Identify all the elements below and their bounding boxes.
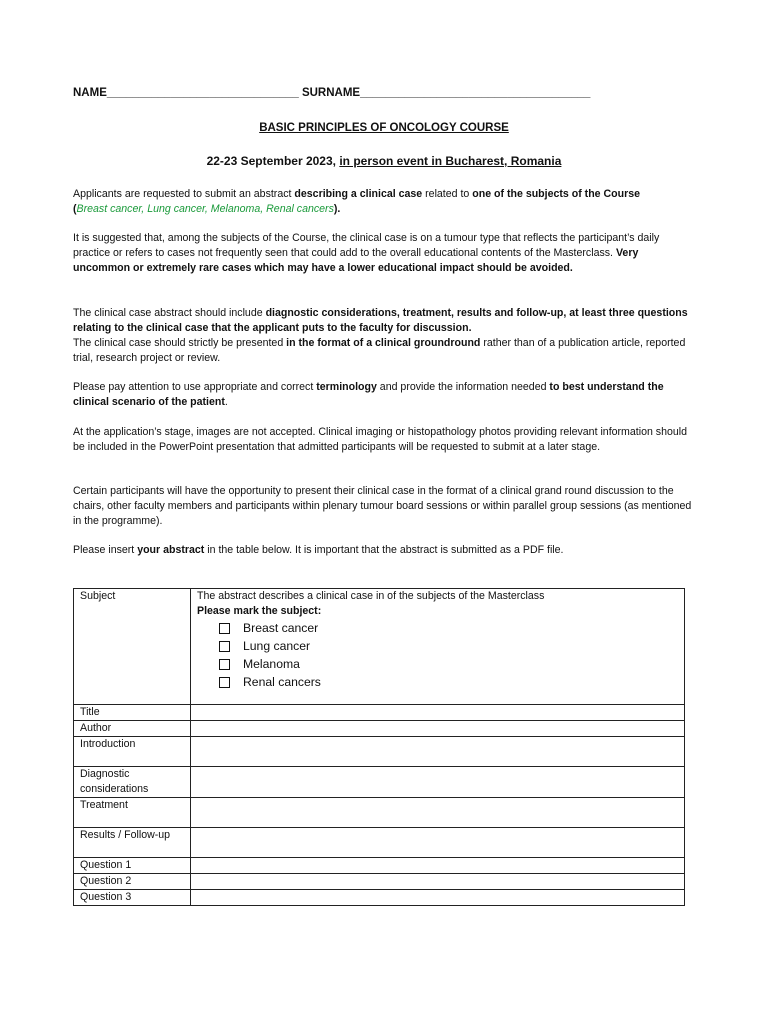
table-row: [74, 721, 685, 737]
row-label-results: Results / Follow-up: [74, 828, 191, 858]
row-label-treatment: Treatment: [74, 798, 191, 828]
surname-label: SURNAME: [301, 87, 361, 99]
p7-text-2: in the table below. It is important that the abstract is submitted as a PDF file.: [204, 544, 564, 556]
table-row: [74, 828, 685, 858]
paragraph-3: [73, 306, 698, 366]
checkbox-lung-cancer[interactable]: [219, 641, 230, 652]
p4-text-1: Please pay attention to use appropriate and correct: [73, 381, 317, 393]
p1-close-paren: ).: [333, 203, 341, 215]
option-label-breast-cancer: Breast cancer: [243, 620, 319, 635]
row-input-results[interactable]: [191, 828, 685, 858]
row-input-treatment[interactable]: [191, 798, 685, 828]
row-label-question-1: Question 1: [74, 858, 191, 874]
p1-bold-1: describing a clinical case: [294, 188, 423, 200]
p1-text-1: Applicants are requested to submit an abstract: [73, 188, 295, 200]
option-melanoma[interactable]: [197, 655, 678, 673]
checkbox-melanoma[interactable]: [219, 659, 230, 670]
course-title: [0, 121, 768, 136]
event-location: in person event in Bucharest, Romania: [339, 154, 562, 168]
row-input-author[interactable]: [191, 721, 685, 737]
p3-text-2: The clinical case should strictly be presented: [73, 337, 287, 349]
row-label-question-2: Question 2: [74, 874, 191, 890]
row-label-diagnostic: Diagnostic considerations: [74, 767, 191, 798]
row-label-title: Title: [74, 705, 191, 721]
paragraph-7: [73, 543, 698, 558]
p2-text: It is suggested that, among the subjects of the Course, the clinical case is on a tumour type that reflects the participant’s daily practice or refers to cases not frequently seen that could add to the overall educational contents of the Masterclass.: [73, 232, 660, 259]
abstract-table: [73, 588, 685, 906]
checkbox-renal-cancers[interactable]: [219, 677, 230, 688]
row-input-question-3[interactable]: [191, 890, 685, 906]
row-input-introduction[interactable]: [191, 737, 685, 767]
subject-label: Subject: [74, 589, 191, 705]
event-dates: 22-23 September 2023,: [206, 154, 336, 168]
row-input-title[interactable]: [191, 705, 685, 721]
name-label: NAME: [73, 87, 107, 99]
p1-bold-2: one of the subjects of the Course: [472, 188, 641, 200]
table-row: [74, 705, 685, 721]
option-label-lung-cancer: Lung cancer: [243, 638, 311, 653]
paragraph-5: [73, 425, 698, 455]
course-title-text: BASIC PRINCIPLES OF ONCOLOGY COURSE: [259, 122, 509, 134]
p5-text: At the application’s stage, images are not accepted. Clinical imaging or histopathology photos providing relevant information should be included in the PowerPoint presentation that admitted participants will be requested to submit at a later stage.: [73, 426, 688, 453]
surname-blank[interactable]: ____________________________________: [360, 87, 591, 99]
p4-text-2: and provide the information needed: [376, 381, 550, 393]
p1-subjects: Breast cancer, Lung cancer, Melanoma, Renal cancers: [76, 203, 334, 215]
p6-text: Certain participants will have the opportunity to present their clinical case in the format of a clinical grand round discussion to the chairs, other faculty members and participants within plenary tumour board sessions or within parallel group sessions (as mentioned in the programme).: [73, 485, 692, 527]
table-row: [74, 874, 685, 890]
row-label-question-3: Question 3: [74, 890, 191, 906]
table-row-subject: [74, 589, 685, 705]
p3-text-3: rather than of a publication article, reported trial, research project or review.: [73, 337, 686, 364]
paragraph-4: [73, 380, 698, 410]
table-row: [74, 858, 685, 874]
name-blank[interactable]: ______________________________: [106, 87, 299, 99]
table-row: [74, 798, 685, 828]
paragraph-2: [73, 231, 698, 276]
event-line: [0, 154, 768, 169]
option-renal-cancers[interactable]: [197, 673, 678, 691]
p3-text-1: The clinical case abstract should include: [73, 307, 266, 319]
option-label-melanoma: Melanoma: [243, 656, 300, 671]
row-input-question-2[interactable]: [191, 874, 685, 890]
mark-subject-label: Please mark the subject:: [197, 605, 322, 617]
p4-bold-2: to best understand the clinical scenario of the patient: [73, 381, 664, 408]
p4-bold-1: terminology: [316, 381, 377, 393]
table-row: [74, 767, 685, 798]
subject-cell: [191, 589, 685, 705]
option-breast-cancer[interactable]: [197, 619, 678, 637]
row-label-author: Author: [74, 721, 191, 737]
row-input-question-1[interactable]: [191, 858, 685, 874]
subject-description: The abstract describes a clinical case in of the subjects of the Masterclass: [197, 590, 545, 602]
option-label-renal-cancers: Renal cancers: [243, 674, 321, 689]
name-surname-line: [73, 86, 693, 101]
p3-bold-1: diagnostic considerations, treatment, results and follow-up, at least three questions relating to the clinical case that the applicant puts to the faculty for discussion.: [73, 307, 688, 334]
table-row: [74, 890, 685, 906]
row-label-introduction: Introduction: [74, 737, 191, 767]
p7-bold: your abstract: [137, 544, 205, 556]
p1-text-2: related to: [422, 188, 473, 200]
p7-text-1: Please insert: [73, 544, 138, 556]
paragraph-6: [73, 484, 698, 529]
p1-open-paren: (: [73, 203, 77, 215]
p4-text-3: .: [224, 396, 228, 408]
table-row: [74, 737, 685, 767]
row-input-diagnostic[interactable]: [191, 767, 685, 798]
checkbox-breast-cancer[interactable]: [219, 623, 230, 634]
p3-bold-2: in the format of a clinical groundround: [286, 337, 481, 349]
p2-bold: Very uncommon or extremely rare cases which may have a lower educational impact should be avoided.: [73, 247, 639, 274]
paragraph-1: [73, 187, 698, 217]
option-lung-cancer[interactable]: [197, 637, 678, 655]
